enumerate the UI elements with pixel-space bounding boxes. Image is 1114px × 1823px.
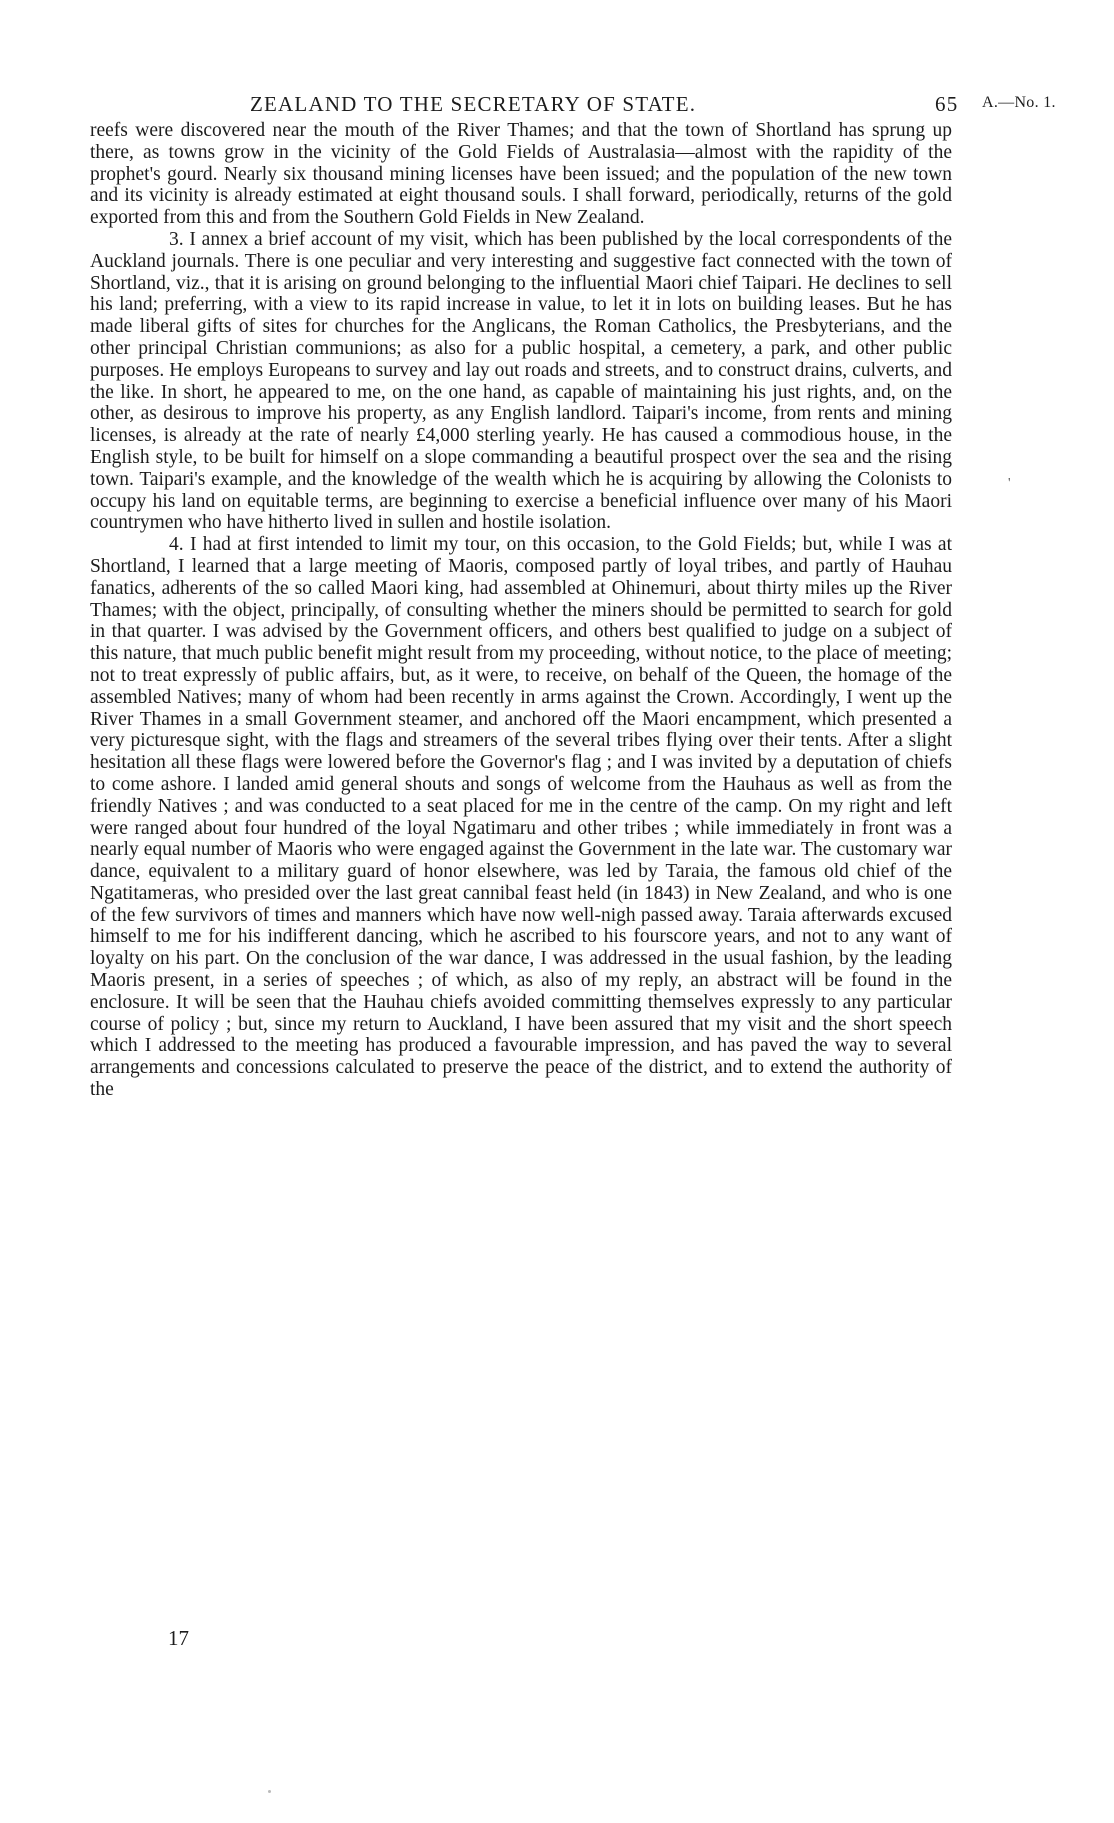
signature-mark: 17 [168, 1626, 189, 1650]
paragraph-3: 3. I annex a brief account of my visit, which has been published by the local correspondents of the Auckland journals. There is one peculiar and very interesting and suggestive fact connected with the town of Shortland, viz., that it is arising on ground belonging to the influential Maori chief Taipari. He declines to sell his land; preferring, with a view to its rapid increase in value, to let it in lots on building leases. But he has made liberal gifts of sites for churches for the Anglicans, the Roman Catholics, the Presbyterians, and the other principal Christian communions; as also for a public hospital, a cemetery, a park, and other public purposes. He employs Europeans to survey and lay out roads and streets, and to construct drains, culverts, and the like. In short, he appeared to me, on the one hand, as capable of maintaining his just rights, and, on the other, as desirous to improve his property, as any English landlord. Taipari's income, from rents and mining licenses, is already at the rate of nearly £4,000 sterling yearly. He has caused a commodious house, in the English style, to be built for himself on a slope commanding a beautiful prospect over the sea and the rising town. Taipari's example, and the knowledge of the wealth which he is acquiring by allowing the Colonists to occupy his land on equitable terms, are beginning to exercise a beneficial influence over many of his Maori countrymen who have hitherto lived in sullen and hostile isolation. [90, 228, 952, 534]
body-text [90, 120, 952, 1101]
page-number: 65 [935, 92, 959, 116]
document-reference: A.—No. 1. [982, 94, 1056, 111]
paper-speck [268, 1790, 271, 1793]
running-header [90, 92, 1090, 122]
paragraph-continuation: reefs were discovered near the mouth of the River Thames; and that the town of Shortland has sprung up there, as towns grow in the vicinity of the Gold Fields of Australasia—almost with the rapidity of the prophet's gourd. Nearly six thousand mining licenses have been issued; and the population of the new town and its vicinity is already estimated at eight thousand souls. I shall forward, periodically, returns of the gold exported from this and from the Southern Gold Fields in New Zealand. [90, 120, 952, 229]
margin-mark: ' [1008, 476, 1011, 491]
header-title: ZEALAND TO THE SECRETARY OF STATE. [250, 92, 697, 116]
paragraph-4: 4. I had at first intended to limit my tour, on this occasion, to the Gold Fields; but, while I was at Shortland, I learned that a large meeting of Maoris, composed partly of loyal tribes, and partly of Hauhau fanatics, adherents of the so called Maori king, had assembled at Ohinemuri, about thirty miles up the River Thames; with the object, principally, of consulting whether the miners should be permitted to search for gold in that quarter. I was advised by the Government officers, and others best qualified to judge on a subject of this nature, that much public benefit might result from my proceeding, without notice, to the place of meeting; not to treat expressly of public affairs, but, as it were, to receive, on behalf of the Queen, the homage of the assembled Natives; many of whom had been recently in arms against the Crown. Accordingly, I went up the River Thames in a small Government steamer, and anchored off the Maori encampment, which presented a very picturesque sight, with the flags and streamers of the several tribes flying over their tents. After a slight hesitation all these flags were lowered before the Governor's flag ; and I was invited by a deputation of chiefs to come ashore. I landed amid general shouts and songs of welcome from the Hauhaus as well as from the friendly Natives ; and was conducted to a seat placed for me in the centre of the camp. On my right and left were ranged about four hundred of the loyal Ngatimaru and other tribes ; while immediately in front was a nearly equal number of Maoris who were engaged against the Government in the late war. The customary war dance, equivalent to a military guard of honor elsewhere, was led by Taraia, the famous old chief of the Ngatitameras, who presided over the last great cannibal feast held (in 1843) in New Zealand, and who is one of the few survivors of times and manners which have now well-nigh passed away. Taraia afterwards excused himself to me for his indifferent dancing, which he ascribed to his fourscore years, and not to any want of loyalty on his part. On the conclusion of the war dance, I was addressed in the usual fashion, by the leading Maoris present, in a series of speeches ; of which, as also of my reply, an abstract will be found in the enclosure. It will be seen that the Hauhau chiefs avoided committing themselves expressly to any particular course of policy ; but, since my return to Auckland, I have been assured that my visit and the short speech which I addressed to the meeting has produced a favourable impression, and has paved the way to several arrangements and concessions calculated to preserve the peace of the district, and to extend the authority of the [90, 534, 952, 1101]
